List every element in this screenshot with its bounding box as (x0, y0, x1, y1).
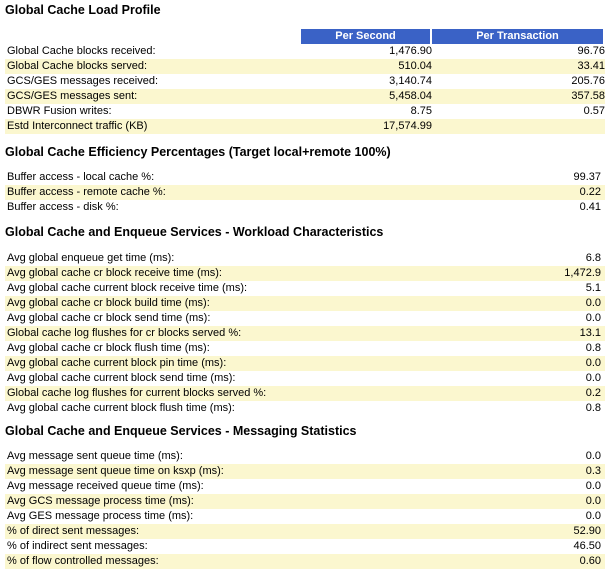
load-profile-title: Global Cache Load Profile (5, 3, 161, 17)
per-transaction-value: 96.76 (577, 45, 605, 57)
row-label: Avg global cache current block pin time (ms): (7, 357, 227, 369)
messaging-title: Global Cache and Enqueue Services - Messaging Statistics (5, 424, 357, 438)
row-label: GCS/GES messages sent: (7, 90, 138, 102)
table-row (5, 356, 605, 371)
row-value: 0.0 (585, 372, 601, 384)
table-row (5, 266, 605, 281)
row-label: Global cache log flushes for cr blocks served %: (7, 327, 242, 339)
row-value: 5.1 (585, 282, 601, 294)
per-second-value: 8.75 (410, 105, 432, 117)
row-label: GCS/GES messages received: (7, 75, 159, 87)
per-second-value: 17,574.99 (383, 120, 432, 132)
per-second-value: 3,140.74 (389, 75, 432, 87)
per-second-value: 1,476.90 (389, 45, 432, 57)
row-value: 0.0 (585, 510, 601, 522)
row-value: 0.8 (585, 342, 601, 354)
row-label: Global Cache blocks served: (7, 60, 148, 72)
per-transaction-value: 0.57 (583, 105, 605, 117)
table-row (5, 371, 605, 386)
per-second-value: 510.04 (398, 60, 432, 72)
table-row (5, 119, 605, 134)
table-row (5, 479, 605, 494)
table-row (5, 386, 605, 401)
row-value: 0.0 (585, 480, 601, 492)
row-label: Buffer access - local cache %: (7, 171, 155, 183)
row-label: Avg message sent queue time (ms): (7, 450, 183, 462)
per-second-header: Per Second (301, 29, 430, 44)
row-label: Avg global cache cr block send time (ms): (7, 312, 211, 324)
row-value: 0.0 (585, 357, 601, 369)
row-value: 0.60 (579, 555, 601, 567)
row-value: 0.0 (585, 495, 601, 507)
row-label: Estd Interconnect traffic (KB) (7, 120, 148, 132)
table-row (5, 401, 605, 416)
row-value: 13.1 (579, 327, 601, 339)
table-row (5, 311, 605, 326)
row-value: 0.0 (585, 450, 601, 462)
table-row (5, 104, 605, 119)
table-row (5, 200, 605, 215)
table-row (5, 89, 605, 104)
row-value: 0.0 (585, 312, 601, 324)
row-label: % of direct sent messages: (7, 525, 140, 537)
row-value: 52.90 (573, 525, 601, 537)
row-label: Avg GES message process time (ms): (7, 510, 194, 522)
table-row (5, 539, 605, 554)
table-row (5, 74, 605, 89)
row-label: % of flow controlled messages: (7, 555, 159, 567)
row-label: % of indirect sent messages: (7, 540, 148, 552)
table-row (5, 281, 605, 296)
row-value: 0.3 (585, 465, 601, 477)
table-row (5, 464, 605, 479)
table-row (5, 449, 605, 464)
row-label: Avg global cache cr block receive time (ms): (7, 267, 222, 279)
per-transaction-value: 33.41 (577, 60, 605, 72)
row-value: 0.2 (585, 387, 601, 399)
row-value: 0.22 (579, 186, 601, 198)
row-label: Avg global cache current block receive time (ms): (7, 282, 248, 294)
table-row (5, 44, 605, 59)
row-label: Global cache log flushes for current blocks served %: (7, 387, 267, 399)
row-label: Buffer access - remote cache %: (7, 186, 166, 198)
row-label: Avg global cache current block flush time (ms): (7, 402, 235, 414)
row-label: Buffer access - disk %: (7, 201, 119, 213)
per-transaction-value: 205.76 (571, 75, 605, 87)
table-row (5, 296, 605, 311)
row-value: 1,472.9 (564, 267, 601, 279)
row-value: 0.41 (579, 201, 601, 213)
row-label: Avg message sent queue time on ksxp (ms): (7, 465, 224, 477)
table-row (5, 524, 605, 539)
row-label: Avg global cache cr block flush time (ms): (7, 342, 210, 354)
table-row (5, 251, 605, 266)
per-transaction-value: 357.58 (571, 90, 605, 102)
row-label: Avg global cache cr block build time (ms): (7, 297, 210, 309)
table-row (5, 185, 605, 200)
row-value: 99.37 (573, 171, 601, 183)
table-row (5, 59, 605, 74)
row-label: Avg GCS message process time (ms): (7, 495, 194, 507)
workload-title: Global Cache and Enqueue Services - Workload Characteristics (5, 225, 384, 239)
table-row (5, 326, 605, 341)
row-value: 6.8 (585, 252, 601, 264)
table-row (5, 170, 605, 185)
row-label: Avg message received queue time (ms): (7, 480, 204, 492)
row-value: 0.8 (585, 402, 601, 414)
row-label: Global Cache blocks received: (7, 45, 156, 57)
efficiency-title: Global Cache Efficiency Percentages (Target local+remote 100%) (5, 145, 391, 159)
per-transaction-header: Per Transaction (432, 29, 603, 44)
row-label: Avg global enqueue get time (ms): (7, 252, 175, 264)
table-row (5, 341, 605, 356)
row-value: 46.50 (573, 540, 601, 552)
table-row (5, 494, 605, 509)
row-value: 0.0 (585, 297, 601, 309)
row-label: DBWR Fusion writes: (7, 105, 112, 117)
row-label: Avg global cache current block send time (ms): (7, 372, 236, 384)
table-row (5, 509, 605, 524)
per-second-value: 5,458.04 (389, 90, 432, 102)
